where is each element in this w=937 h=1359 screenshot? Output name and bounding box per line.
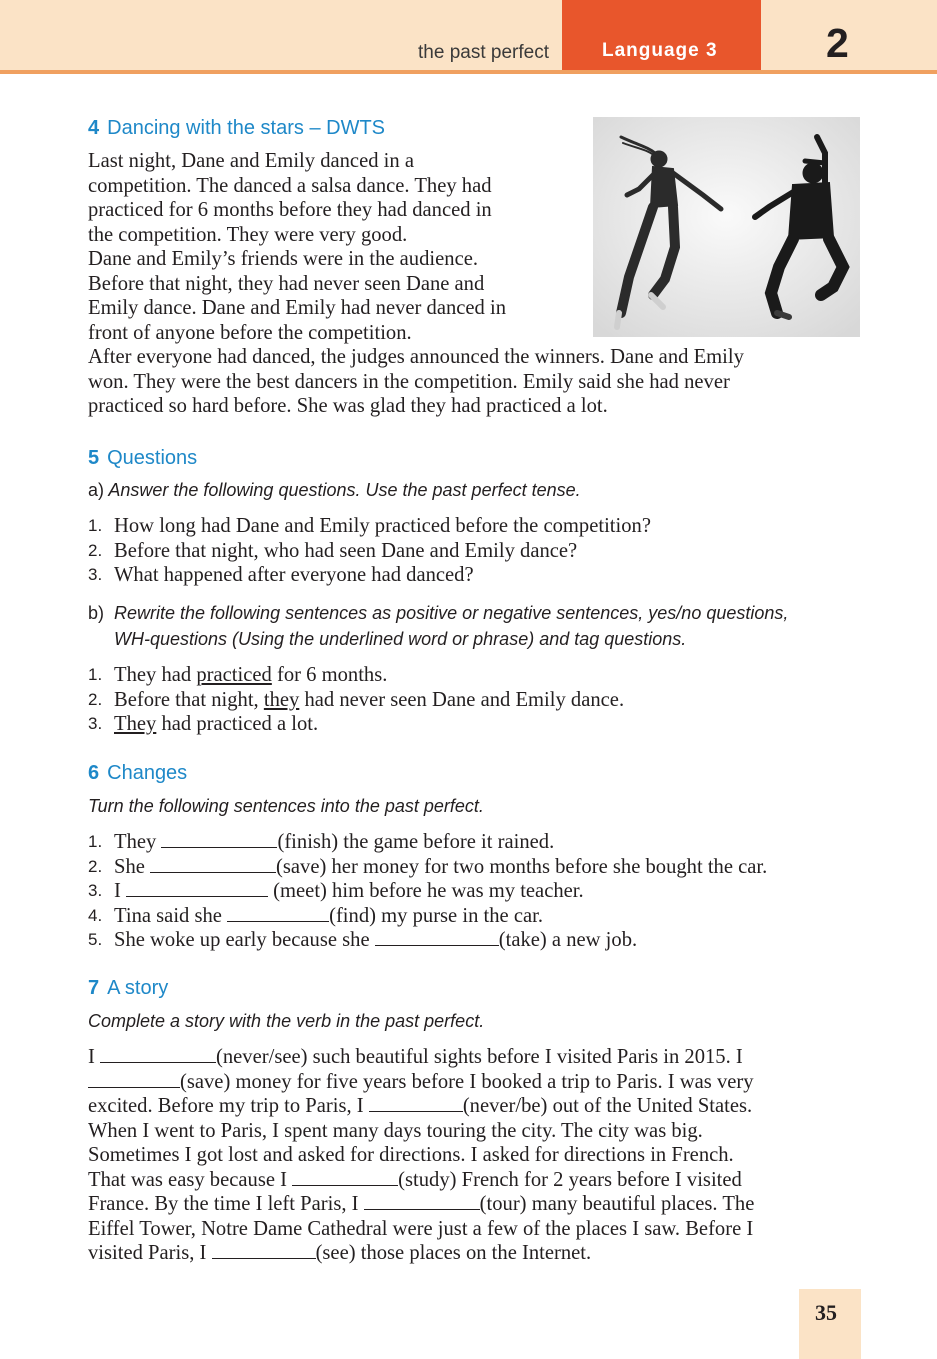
question-text: What happened after everyone had danced?: [114, 564, 474, 586]
answer-blank[interactable]: [212, 1241, 316, 1259]
header-tab-label: Language 3: [602, 40, 718, 61]
question-text: How long had Dane and Emily practiced before the competition?: [114, 515, 651, 537]
underlined-word: they: [263, 688, 300, 711]
underlined-word: practiced: [196, 664, 272, 686]
section-7-title: [88, 977, 168, 1000]
part-label: a): [88, 480, 105, 500]
section-6-title: [88, 762, 187, 785]
list-item: 3. I (meet) him before he was my teacher.: [88, 880, 584, 902]
list-item: 5. She woke up early because she (take) a new job.: [88, 929, 638, 951]
instruction-text: Answer the following questions. Use the past perfect tense.: [108, 480, 581, 500]
reading-line: won. They were the best dancers in the competition. Emily said she had never: [88, 370, 730, 393]
section-5-number: 5: [88, 447, 100, 469]
section-7-heading: A story: [107, 977, 169, 999]
story-line: France. By the time I left Paris, I (tour) many beautiful places. The: [88, 1193, 755, 1215]
reading-line: After everyone had danced, the judges announced the winners. Dane and Emily: [88, 346, 744, 368]
section-4-title: [88, 117, 385, 140]
section-6-number: 6: [88, 762, 100, 784]
page-number-box: [799, 1289, 861, 1359]
page-number: 35: [815, 1300, 837, 1325]
story-line: When I went to Paris, I spent many days touring the city. The city was big.: [88, 1119, 703, 1142]
reading-line: the competition. They were very good.: [88, 223, 408, 246]
reading-line: practiced for 6 months before they had danced in: [88, 199, 492, 221]
answer-blank[interactable]: [375, 928, 499, 946]
reading-line: Last night, Dane and Emily danced in a: [88, 150, 414, 172]
header-tab: [562, 0, 761, 70]
reading-line: Before that night, they had never seen Dane and: [88, 272, 485, 295]
answer-blank[interactable]: [161, 830, 277, 848]
answer-blank[interactable]: [292, 1168, 398, 1186]
answer-blank[interactable]: [88, 1070, 180, 1088]
underlined-word: They: [114, 713, 157, 735]
section-5-heading: Questions: [107, 447, 198, 469]
answer-blank[interactable]: [364, 1192, 480, 1210]
story-line: visited Paris, I (see) those places on the Internet.: [88, 1242, 592, 1264]
answer-blank[interactable]: [126, 879, 268, 897]
story-line: Eiffel Tower, Notre Dame Cathedral were just a few of the places I saw. Before I: [88, 1217, 754, 1240]
answer-blank[interactable]: [150, 855, 276, 873]
list-item: 1. They had practiced for 6 months.: [88, 664, 388, 686]
reading-line: competition. The danced a salsa dance. They had: [88, 174, 492, 197]
section-5b-instruction: [88, 600, 888, 652]
section-4-number: 4: [88, 117, 100, 139]
section-5a-list: [88, 514, 651, 588]
unit-number: 2: [826, 20, 849, 66]
instruction-text: Rewrite the following sentences as positive or negative sentences, yes/no questions,: [114, 603, 789, 623]
story-line: (save) money for five years before I booked a trip to Paris. I was very: [88, 1070, 878, 1095]
section-5a-instruction: [88, 477, 868, 503]
reading-line: front of anyone before the competition.: [88, 321, 412, 344]
answer-blank[interactable]: [227, 904, 329, 922]
section-5-title: [88, 447, 197, 470]
instruction-text: WH-questions (Using the underlined word or phrase) and tag questions.: [114, 629, 687, 649]
section-4-text-bottom: [88, 345, 868, 419]
section-4-text-top: [88, 149, 568, 345]
list-item: 2. She (save) her money for two months before she bought the car.: [88, 855, 768, 878]
header-topic: the past perfect: [418, 42, 549, 63]
list-item: 1. They (finish) the game before it rained.: [88, 831, 555, 853]
header-rule: [0, 70, 937, 74]
question-text: Before that night, who had seen Dane and Emily dance?: [114, 539, 578, 562]
section-5b-list: [88, 663, 624, 737]
reading-line: practiced so hard before. She was glad they had practiced a lot.: [88, 395, 608, 417]
answer-blank[interactable]: [100, 1045, 216, 1063]
section-4-heading: Dancing with the stars – DWTS: [107, 117, 385, 139]
dancers-photo: [593, 117, 860, 337]
section-7-number: 7: [88, 977, 100, 999]
section-6-list: [88, 830, 767, 953]
story-line: That was easy because I (study) French for 2 years before I visited: [88, 1168, 742, 1191]
story-line: excited. Before my trip to Paris, I (never/be) out of the United States.: [88, 1095, 753, 1117]
list-item: 4. Tina said she (find) my purse in the car.: [88, 904, 543, 927]
story-line: Sometimes I got lost and asked for directions. I asked for directions in French.: [88, 1144, 734, 1166]
list-item: 3. They had practiced a lot.: [88, 713, 319, 735]
part-label: b): [88, 603, 105, 623]
reading-line: Emily dance. Dane and Emily had never danced in: [88, 297, 507, 319]
section-6-heading: Changes: [107, 762, 188, 784]
answer-blank[interactable]: [369, 1094, 463, 1112]
section-7-story: [88, 1045, 878, 1266]
list-item: 1. How long had Dane and Emily practiced before the competition?: [88, 515, 651, 537]
dancers-illustration: [593, 117, 860, 337]
reading-line: Dane and Emily’s friends were in the audience.: [88, 248, 478, 270]
list-item: 3. What happened after everyone had danced?: [88, 564, 474, 586]
list-item: 2. Before that night, who had seen Dane and Emily dance?: [88, 539, 578, 562]
section-6-instruction: Turn the following sentences into the past perfect.: [88, 796, 484, 816]
story-line: I (never/see) such beautiful sights before I visited Paris in 2015. I: [88, 1046, 743, 1068]
section-7-instruction: Complete a story with the verb in the past perfect.: [88, 1011, 485, 1031]
list-item: 2. Before that night, they had never seen Dane and Emily dance.: [88, 688, 625, 711]
